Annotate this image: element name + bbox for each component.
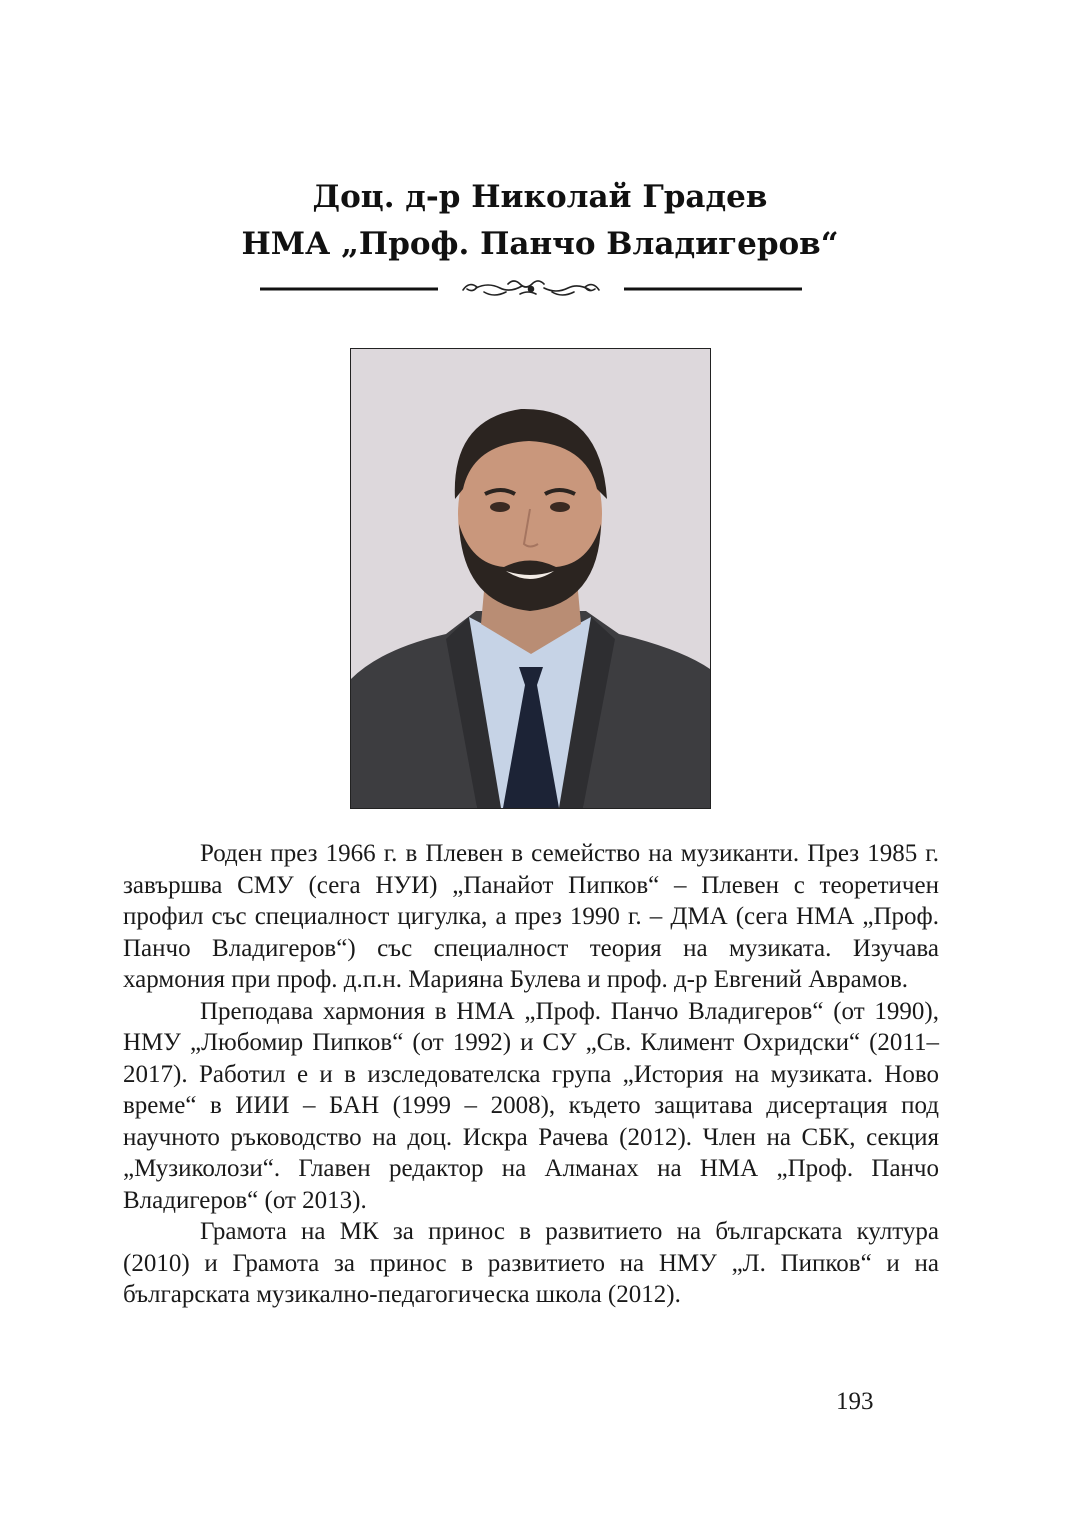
page-title bbox=[0, 174, 1080, 268]
biography-paragraph-3: Грамота на МК за принос в развитието на българската култура (2010) и Грамота за принос в развитието на НМУ „Л. Пипков“ и на българската музикално-педагогическа школа (2012). bbox=[123, 1218, 939, 1308]
biography-paragraph-2: Преподава хармония в НМА „Проф. Панчо Владигеров“ (от 1990), НМУ „Любомир Пипков“ (от 1992) и СУ „Св. Климент Охридски“ (2011–2017). Работил е и в изследователска група „История на музиката. Ново време“ в ИИИ – БАН (1999 – 2008), където защитава дисертация под научното ръководство на доц. Искра Рачева (2012). Член на СБК, секция „Музиколози“. Главен редактор на Алманах на НМА „Проф. Панчо Владигеров“ (от 2013). bbox=[123, 997, 939, 1214]
title-line-name: Доц. д-р Николай Градев bbox=[312, 179, 768, 215]
biography-paragraph-1: Роден през 1966 г. в Плевен в семейство на музиканти. През 1985 г. завършва СМУ (сега НУИ) „Панайот Пипков“ – Плевен с теоретичен профил със специалност цигулка, а през 1990 г. – ДМА (сега НМА „Проф. Панчо Владигеров“) със специалност теория на музиката. Изучава хармония при проф. д.п.н. Марияна Булева и проф. д-р Евгений Аврамов. bbox=[123, 840, 939, 993]
portrait-photo bbox=[350, 348, 711, 809]
ornamental-divider-icon bbox=[258, 276, 804, 304]
title-line-institution: НМА „Проф. Панчо Владигеров“ bbox=[241, 226, 839, 262]
biography-text bbox=[123, 838, 939, 1311]
page-number: 193 bbox=[836, 1388, 874, 1415]
